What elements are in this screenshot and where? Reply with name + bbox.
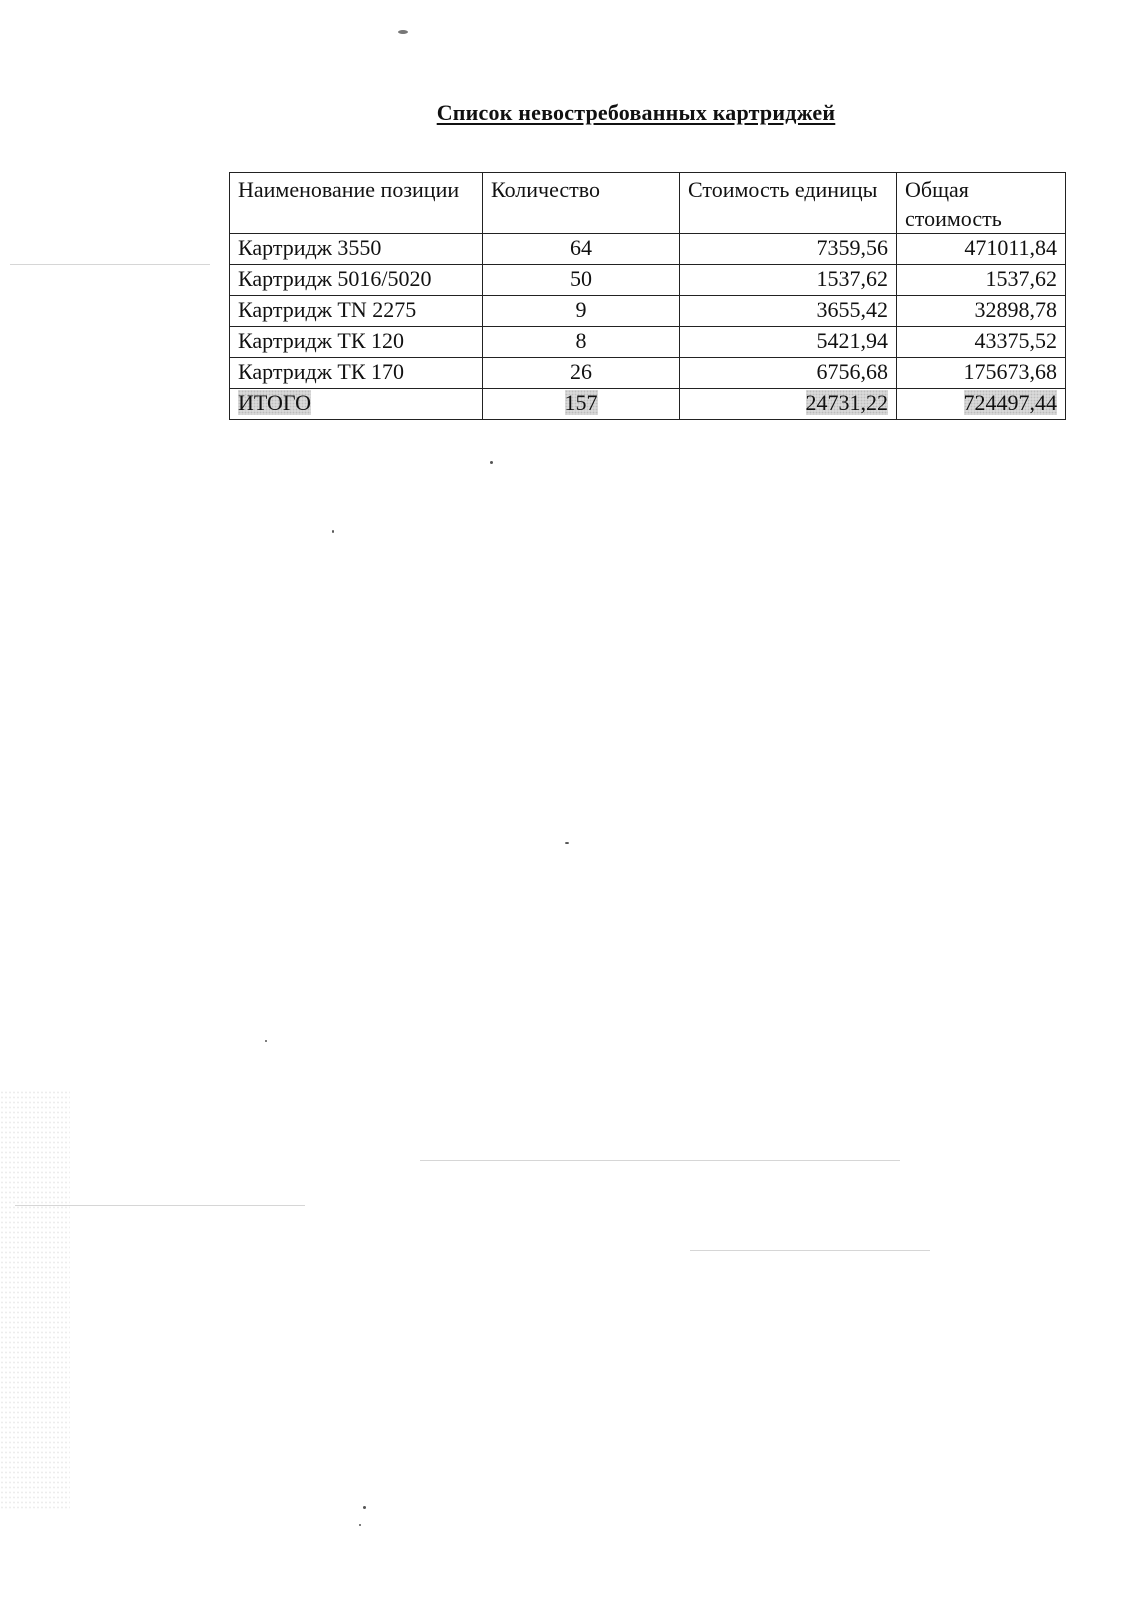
cartridge-table	[229, 172, 1066, 420]
cell-total-cost: 43375,52	[897, 327, 1066, 358]
table-row	[230, 234, 1066, 265]
cell-quantity: 50	[483, 265, 680, 296]
cell-item-name: Картридж ТК 120	[230, 327, 483, 358]
total-label: ИТОГО	[238, 390, 311, 415]
cell-quantity: 64	[483, 234, 680, 265]
cell-total-cost: 32898,78	[897, 296, 1066, 327]
scan-speck	[565, 842, 569, 844]
scan-speck	[363, 1506, 366, 1509]
cell-item-name: Картридж ТК 170	[230, 358, 483, 389]
table-row	[230, 358, 1066, 389]
table-row	[230, 296, 1066, 327]
cell-quantity: 26	[483, 358, 680, 389]
table-total-row	[230, 389, 1066, 420]
cell-item-name: Картридж TN 2275	[230, 296, 483, 327]
cell-total-cost: 471011,84	[897, 234, 1066, 265]
cell-total-label	[230, 389, 483, 420]
cell-total-cost: 1537,62	[897, 265, 1066, 296]
cell-total-cost: 175673,68	[897, 358, 1066, 389]
cell-unit-cost: 1537,62	[680, 265, 897, 296]
scan-artifact-line	[690, 1250, 930, 1251]
table-row	[230, 327, 1066, 358]
cell-total-quantity	[483, 389, 680, 420]
scan-artifact-line	[15, 1205, 305, 1206]
total-quantity: 157	[564, 390, 598, 415]
column-header-name: Наименование позиции	[230, 173, 483, 234]
scan-speck	[490, 461, 493, 464]
cell-item-name: Картридж 5016/5020	[230, 265, 483, 296]
cell-unit-cost: 6756,68	[680, 358, 897, 389]
grand-total: 724497,44	[963, 390, 1057, 415]
cell-grand-total	[897, 389, 1066, 420]
cell-item-name: Картридж 3550	[230, 234, 483, 265]
total-unit-cost: 24731,22	[805, 390, 888, 415]
scan-noise	[0, 1090, 70, 1510]
scan-artifact-line	[420, 1160, 900, 1161]
column-header-unit-cost: Стоимость единицы	[680, 173, 897, 234]
scan-artifact-line	[10, 264, 210, 265]
column-header-total-cost: Общая стоимость	[897, 173, 1066, 234]
table-row	[230, 265, 1066, 296]
cell-unit-cost: 5421,94	[680, 327, 897, 358]
cell-quantity: 9	[483, 296, 680, 327]
document-title: Список невостребованных картриджей	[436, 100, 836, 125]
scan-speck	[398, 30, 408, 34]
column-header-quantity: Количество	[483, 173, 680, 234]
cell-unit-cost: 3655,42	[680, 296, 897, 327]
cell-total-unit-cost	[680, 389, 897, 420]
cell-unit-cost: 7359,56	[680, 234, 897, 265]
scan-speck	[359, 1524, 361, 1526]
cell-quantity: 8	[483, 327, 680, 358]
scan-speck	[265, 1040, 267, 1042]
table-header-row	[230, 173, 1066, 234]
scan-speck	[332, 530, 334, 533]
